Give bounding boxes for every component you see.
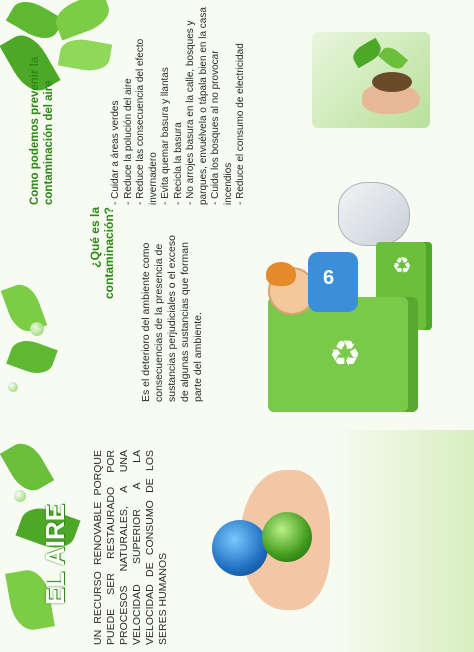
sprout-image: [312, 32, 430, 128]
list-item: - Evita quemar basura y llantas: [160, 67, 171, 205]
list-item-text: Reduce el consumo de electricidad: [235, 43, 246, 199]
contamination-heading-line1: ¿Qué es la: [88, 207, 102, 268]
globe-image: [210, 460, 330, 620]
list-item: - Reduce la polución del aire: [122, 78, 134, 205]
leaf-icon: [51, 0, 114, 40]
list-item-text: Evita quemar basura y llantas: [160, 67, 171, 199]
list-item: - Reduce el consumo de electricidad: [235, 43, 246, 205]
globe-icon: [212, 520, 268, 576]
list-item: - Reduce las consecuencia del efecto invernadero: [135, 38, 159, 205]
panel-air: [0, 430, 474, 652]
recycle-icon: ♻: [328, 333, 362, 374]
prevention-heading-line2: contaminación del aire: [43, 80, 55, 205]
contamination-heading-line2: contaminación?: [102, 207, 116, 300]
trash-bag-icon: [338, 182, 410, 246]
panel-prevention: [0, 0, 474, 212]
contamination-heading: [88, 207, 116, 327]
list-item: - Cuidar a áreas verdes: [110, 100, 121, 205]
prevention-list: [110, 7, 248, 205]
prevention-heading: [28, 5, 56, 205]
contamination-body: Es el deterioro del ambiente como consecuencias de la presencia de sustancias perjudiciales o el exceso de algunas sustancias que forman parte del ambiente.: [140, 235, 204, 402]
recycle-illustration: [238, 212, 438, 412]
air-title: EL AIRE: [40, 503, 70, 605]
list-item-text: Recicla la basura: [172, 122, 184, 199]
prevention-heading-line1: Como podemos prevenir la: [29, 56, 41, 205]
sprout-icon: [378, 44, 408, 73]
list-item: - Cuida los bosques al no provocar incendios: [210, 50, 234, 205]
list-item: - No arrojes basura en la calle, bosques y parques, envuélvela o tápala bien en la casa: [185, 7, 209, 205]
leaf-cluster-top: [0, 0, 120, 110]
leaf-icon: [6, 335, 58, 378]
soil: [372, 72, 412, 92]
list-item-text: Reduce las consecuencia del efecto invernadero: [135, 38, 159, 205]
water-drop-icon: [14, 490, 26, 502]
list-item-text: Reduce la polución del aire: [122, 78, 134, 199]
recycle-icon: ♻: [392, 253, 412, 278]
list-item-text: Cuida los bosques al no provocar incendios: [210, 50, 234, 205]
list-item-text: Cuidar a áreas verdes: [110, 100, 121, 199]
green-band-bottom: [330, 430, 474, 652]
list-item: - Recicla la basura: [172, 122, 184, 205]
panel-contamination: [0, 207, 474, 430]
person-shirt-number: 6: [323, 267, 335, 289]
person-hair: [266, 262, 296, 286]
water-drop-icon: [30, 322, 44, 336]
water-drop-icon: [8, 382, 18, 392]
leaf-icon: [58, 36, 112, 74]
leaf-cluster-middle: [0, 282, 60, 422]
list-item-text: No arrojes basura en la calle, bosques y parques, envuélvela o tápala bien en la casa: [185, 7, 209, 205]
air-body: UN RECURSO RENOVABLE PORQUE PUEDE SER RESTAURADO POR PROCESOS NATURALES, A UNA VELOCIDAD SUPERIOR A LA VELOCIDAD DE CONSUMO DE LOS SERES HUMANOS: [92, 450, 169, 645]
globe-icon: [262, 512, 312, 562]
